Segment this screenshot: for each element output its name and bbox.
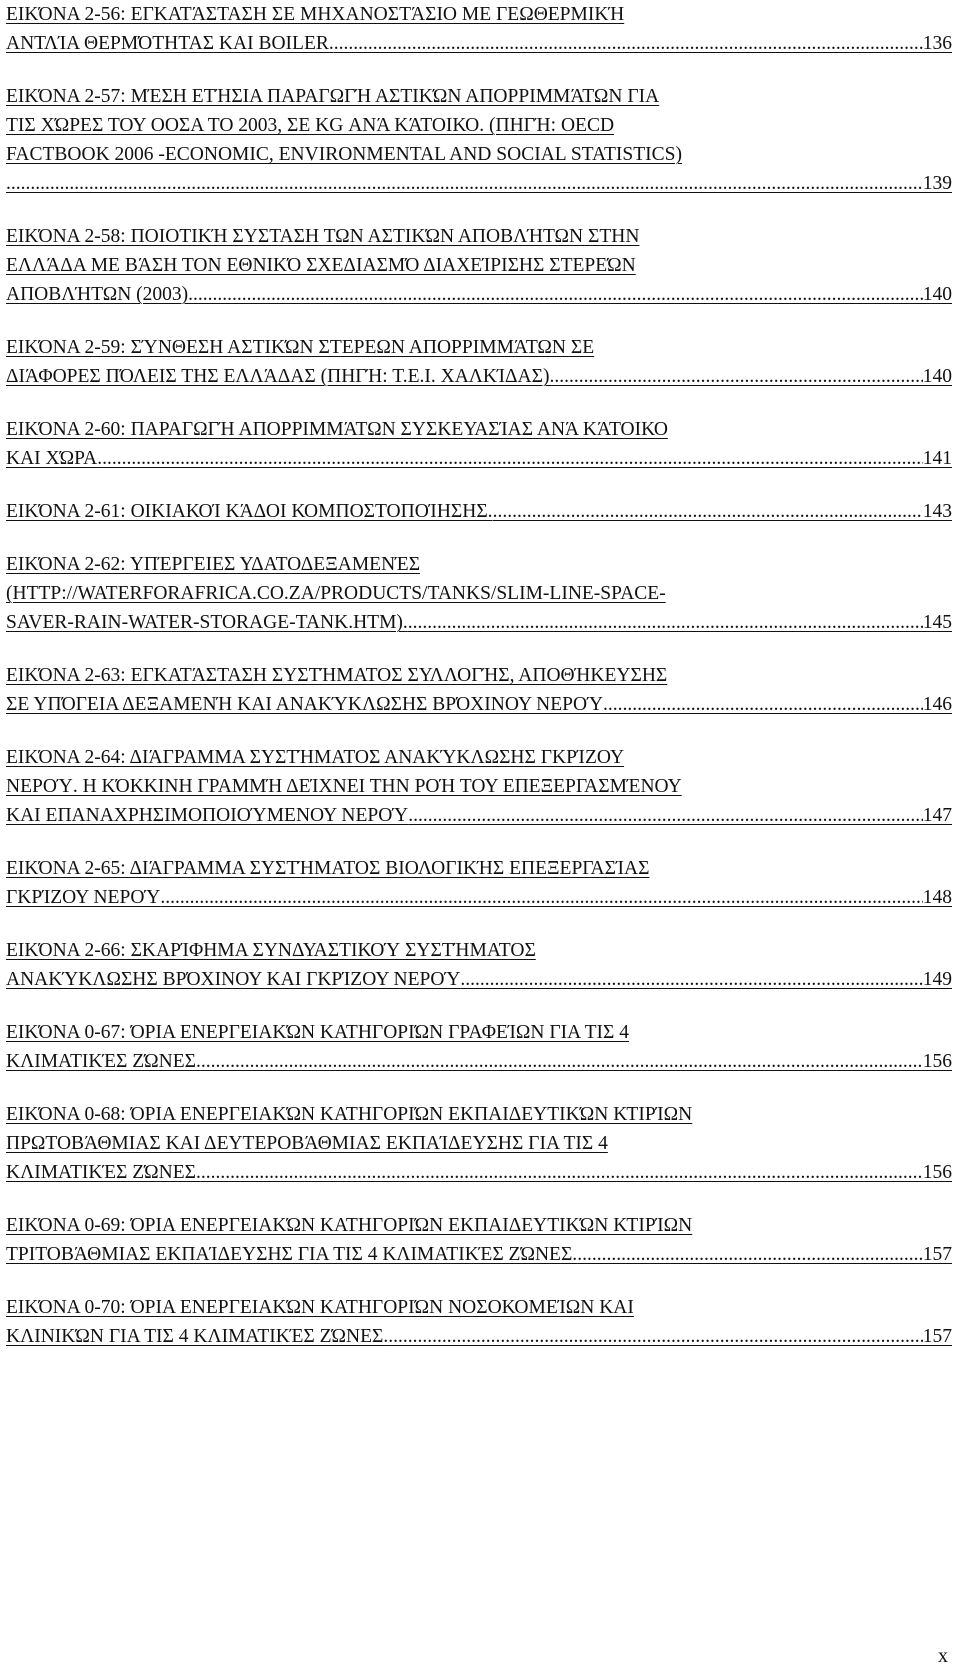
toc-entry-text: ΕΙΚΌΝΑ 2-62: ΥΠΈΡΓΕΙΕΣ ΥΔΑΤΟΔΕΞΑΜΕΝΈΣ [6,554,421,575]
toc-entry-line [6,1322,952,1351]
toc-page-number: 146 [922,694,952,715]
toc-entry-text: ΑΝΑΚΎΚΛΩΣΗΣ ΒΡΌΧΙΝΟΥ ΚΑΙ ΓΚΡΊΖΟΥ ΝΕΡΟΎ [6,969,461,990]
toc-entry[interactable] [6,415,952,473]
toc-entry[interactable] [6,82,952,198]
toc-entry-line [6,1240,952,1269]
toc-entry[interactable] [6,1018,952,1076]
dot-leader [201,1047,923,1076]
toc-page-number: 139 [922,173,952,194]
toc-entry-line [6,280,952,309]
toc-entry-text: FACTBOOK 2006 -ECONOMIC, ENVIRONMENTAL AND SOCIAL STATISTICS) [6,144,682,165]
toc-entry[interactable] [6,550,952,637]
dot-leader [460,965,922,994]
toc-entry[interactable] [6,222,952,309]
toc-entry-line [6,743,952,772]
toc-entry-line [6,1047,952,1076]
toc-entry[interactable] [6,333,952,391]
toc-entry[interactable] [6,1100,952,1187]
toc-entry-text: ΓΚΡΊΖΟΥ ΝΕΡΟΎ [6,887,161,908]
page-number-footer: x [938,1645,948,1667]
toc-page-number: 147 [922,805,952,826]
toc-entry-text: ΕΙΚΌΝΑ 2-58: ΠΟΙΟΤΙΚΉ ΣΥΣΤΑΣΗ ΤΩΝ ΑΣΤΙΚΏΝ ΑΠΟΒΛΉΤΩΝ ΣΤΗΝ [6,226,640,247]
toc-entry-text: (HTTP://WATERFORAFRICA.CO.ZA/PRODUCTS/TANKS/SLIM-LINE-SPACE- [6,583,666,604]
toc-entry-text: ΚΛΙΜΑΤΙΚΈΣ ΖΏΝΕΣ. [6,1051,201,1072]
dot-leader [193,280,923,309]
toc-entry-line [6,1293,952,1322]
toc-entry-text: ΕΙΚΌΝΑ 0-68: ΌΡΙΑ ΕΝΕΡΓΕΙΑΚΏΝ ΚΑΤΗΓΟΡΙΏΝ ΕΚΠΑΙΔΕΥΤΙΚΏΝ ΚΤΙΡΊΩΝ [6,1104,693,1125]
toc-entry[interactable] [6,1211,952,1269]
toc-entry-text: ΑΠΟΒΛΉΤΩΝ (2003). [6,284,194,305]
dot-leader [554,362,922,391]
toc-entry-line [6,415,952,444]
toc-entry-line [6,222,952,251]
toc-entry[interactable] [6,854,952,912]
toc-entry-line [6,1158,952,1187]
dot-leader [334,29,923,58]
toc-page-number: 156 [922,1051,952,1072]
toc-entry[interactable] [6,936,952,994]
toc-entry-text: ΕΛΛΆΔΑ ΜΕ ΒΆΣΗ ΤΟΝ ΕΘΝΙΚΌ ΣΧΕΔΙΑΣΜΌ ΔΙΑΧΕΊΡΙΣΗΣ ΣΤΕΡΕΏΝ [6,255,636,276]
dot-leader [388,1322,923,1351]
table-of-figures [6,0,952,1375]
dot-leader [6,169,923,198]
dot-leader [608,690,923,719]
toc-entry-line [6,251,952,280]
toc-entry-text: SAVER-RAIN-WATER-STORAGE-TANK.HTM). [6,612,408,633]
toc-entry-text: ΚΛΙΝΙΚΏΝ ΓΙΑ ΤΙΣ 4 ΚΛΙΜΑΤΙΚΈΣ ΖΏΝΕΣ. [6,1326,389,1347]
toc-entry-line [6,1129,952,1158]
toc-entry-line [6,608,952,637]
toc-entry[interactable] [6,1293,952,1351]
toc-entry-line [6,579,952,608]
toc-entry-line [6,140,952,169]
toc-entry[interactable] [6,661,952,719]
dot-leader [408,801,923,830]
toc-entry-text: ΕΙΚΌΝΑ 2-60: ΠΑΡΑΓΩΓΉ ΑΠΟΡΡΙΜΜΆΤΩΝ ΣΥΣΚΕΥΑΣΊΑΣ ΑΝΆ ΚΆΤΟΙΚΟ [6,419,668,440]
toc-entry-text: ΕΙΚΌΝΑ 0-70: ΌΡΙΑ ΕΝΕΡΓΕΙΑΚΏΝ ΚΑΤΗΓΟΡΙΏΝ ΝΟΣΟΚΟΜΕΊΩΝ ΚΑΙ [6,1297,634,1318]
dot-leader [408,608,923,637]
toc-entry-line [6,936,952,965]
toc-page-number: 156 [922,1162,952,1183]
toc-entry-text: ΑΝΤΛΊΑ ΘΕΡΜΌΤΗΤΑΣ ΚΑΙ BOILER. [6,33,334,54]
toc-page-number: 149 [922,969,952,990]
toc-page-number: 157 [922,1244,952,1265]
toc-entry-line [6,854,952,883]
toc-page-number: 145 [922,612,952,633]
toc-page-number: 157 [922,1326,952,1347]
toc-entry-line [6,1211,952,1240]
toc-entry-text: ΕΙΚΌΝΑ 2-61: ΟΙΚΙΑΚΟΊ ΚΆΔΟΙ ΚΟΜΠΟΣΤΟΠΟΊΗΣΗΣ. [6,501,493,522]
toc-entry-line [6,362,952,391]
toc-entry-line [6,29,952,58]
toc-entry-text: ΔΙΆΦΟΡΕΣ ΠΌΛΕΙΣ ΤΗΣ ΕΛΛΆΔΑΣ (ΠΗΓΉ: Τ.Ε.Ι. ΧΑΛΚΊΔΑΣ). [6,366,555,387]
toc-entry-line [6,444,952,473]
toc-entry-text: ΕΙΚΌΝΑ 0-69: ΌΡΙΑ ΕΝΕΡΓΕΙΑΚΏΝ ΚΑΤΗΓΟΡΙΏΝ ΕΚΠΑΙΔΕΥΤΙΚΏΝ ΚΤΙΡΊΩΝ [6,1215,693,1236]
toc-entry-line [6,497,952,526]
toc-entry-line [6,82,952,111]
toc-entry-line [6,690,952,719]
toc-entry-line [6,1018,952,1047]
toc-entry-line [6,169,952,198]
toc-entry[interactable] [6,743,952,830]
toc-entry-text: ΣΕ ΥΠΌΓΕΙΑ ΔΕΞΑΜΕΝΉ ΚΑΙ ΑΝΑΚΎΚΛΩΣΗΣ ΒΡΌΧΙΝΟΥ ΝΕΡΟΎ. [6,694,608,715]
toc-entry-text: ΚΛΙΜΑΤΙΚΈΣ ΖΏΝΕΣ. [6,1162,201,1183]
toc-entry-text: ΚΑΙ ΧΏΡΑ [6,448,98,469]
toc-page-number: 148 [922,887,952,908]
toc-entry-line [6,1100,952,1129]
toc-entry-text: ΠΡΩΤΟΒΆΘΜΙΑΣ ΚΑΙ ΔΕΥΤΕΡΟΒΆΘΜΙΑΣ ΕΚΠΑΊΔΕΥΣΗΣ ΓΙΑ ΤΙΣ 4 [6,1133,608,1154]
toc-entry-line [6,111,952,140]
toc-page-number: 141 [922,448,952,469]
dot-leader [493,497,923,526]
toc-entry-line [6,965,952,994]
toc-entry-text: ΕΙΚΌΝΑ 2-66: ΣΚΑΡΊΦΗΜΑ ΣΥΝΔΥΑΣΤΙΚΟΎ ΣΥΣΤΉΜΑΤΟΣ [6,940,536,961]
toc-page-number: 140 [922,366,952,387]
toc-entry-line [6,772,952,801]
toc-entry-line [6,550,952,579]
toc-entry-text: ΕΙΚΌΝΑ 2-63: ΕΓΚΑΤΆΣΤΑΣΗ ΣΥΣΤΉΜΑΤΟΣ ΣΥΛΛΟΓΉΣ, ΑΠΟΘΉΚΕΥΣΗΣ [6,665,668,686]
toc-entry-text: ΕΙΚΌΝΑ 2-56: ΕΓΚΑΤΆΣΤΑΣΗ ΣΕ ΜΗΧΑΝΟΣΤΆΣΙΟ ΜΕ ΓΕΩΘΕΡΜΙΚΉ [6,4,625,25]
toc-entry[interactable] [6,0,952,58]
toc-entry-line [6,0,952,29]
toc-page-number: 136 [922,33,952,54]
toc-entry-line [6,883,952,912]
toc-entry-text: ΕΙΚΌΝΑ 2-65: ΔΙΆΓΡΑΜΜΑ ΣΥΣΤΉΜΑΤΟΣ ΒΙΟΛΟΓΙΚΉΣ ΕΠΕΞΕΡΓΑΣΊΑΣ [6,858,650,879]
toc-entry-text: ΤΙΣ ΧΏΡΕΣ ΤΟΥ ΟΟΣΑ ΤΟ 2003, ΣΕ KG ΑΝΆ ΚΆΤΟΙΚΟ. (ΠΗΓΉ: OECD [6,115,615,136]
toc-entry-line [6,801,952,830]
dot-leader [160,883,922,912]
toc-page-number: 140 [922,284,952,305]
toc-entry-text: ΤΡΙΤΟΒΆΘΜΙΑΣ ΕΚΠΑΊΔΕΥΣΗΣ ΓΙΑ ΤΙΣ 4 ΚΛΙΜΑΤΙΚΈΣ ΖΏΝΕΣ. [6,1244,578,1265]
toc-entry-line [6,333,952,362]
toc-entry-text: ΕΙΚΌΝΑ 2-57: ΜΈΣΗ ΕΤΉΣΙΑ ΠΑΡΑΓΩΓΉ ΑΣΤΙΚΏΝ ΑΠΟΡΡΙΜΜΆΤΩΝ ΓΙΑ [6,86,660,107]
toc-entry-text: ΕΙΚΌΝΑ 2-59: ΣΎΝΘΕΣΗ ΑΣΤΙΚΏΝ ΣΤΕΡΕΩΝ ΑΠΟΡΡΙΜΜΆΤΩΝ ΣΕ [6,337,595,358]
toc-page-number: 143 [922,501,952,522]
dot-leader [577,1240,923,1269]
toc-entry-text: ΕΙΚΌΝΑ 0-67: ΌΡΙΑ ΕΝΕΡΓΕΙΑΚΏΝ ΚΑΤΗΓΟΡΙΏΝ ΓΡΑΦΕΊΩΝ ΓΙΑ ΤΙΣ 4 [6,1022,630,1043]
dot-leader [97,444,922,473]
toc-entry-text: ΝΕΡΟΎ. Η ΚΌΚΚΙΝΗ ΓΡΑΜΜΉ ΔΕΊΧΝΕΙ ΤΗΝ ΡΟΉ ΤΟΥ ΕΠΕΞΕΡΓΑΣΜΈΝΟΥ [6,776,682,797]
toc-entry-line [6,661,952,690]
toc-entry[interactable] [6,497,952,526]
toc-entry-text: ΚΑΙ ΕΠΑΝΑΧΡΗΣΙΜΟΠΟΙΟΎΜΕΝΟΥ ΝΕΡΟΎ [6,805,409,826]
toc-entry-text: ΕΙΚΌΝΑ 2-64: ΔΙΆΓΡΑΜΜΑ ΣΥΣΤΉΜΑΤΟΣ ΑΝΑΚΎΚΛΩΣΗΣ ΓΚΡΊΖΟΥ [6,747,625,768]
dot-leader [201,1158,923,1187]
